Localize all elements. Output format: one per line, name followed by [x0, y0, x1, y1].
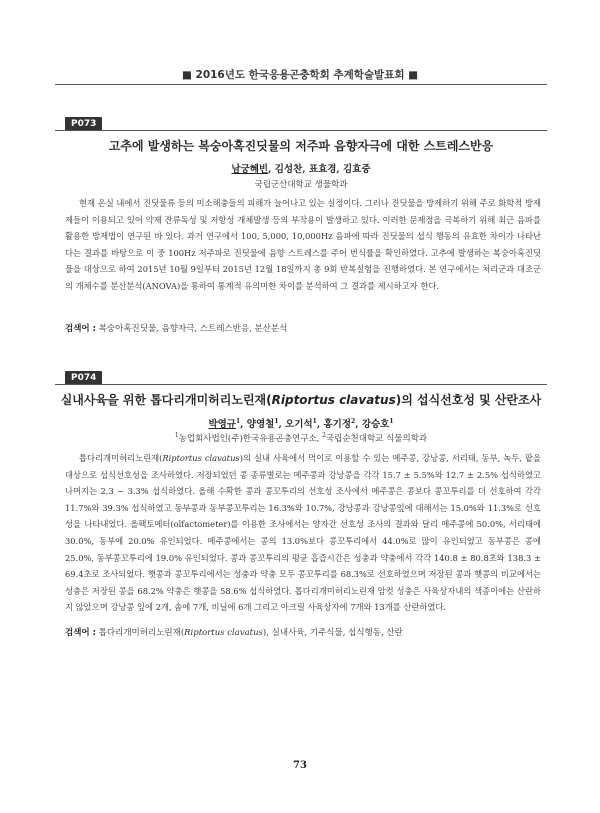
- keywords-text: 복숭아혹진딧물, 음향자극, 스트레스반응, 분산분석: [96, 324, 288, 334]
- abstract-code-badge-p074: P074: [65, 371, 102, 385]
- author-sup: 1: [312, 417, 317, 425]
- conference-header: ■ 2016년도 한국응용곤충학회 추계학술발표회 ■: [181, 69, 419, 81]
- abstract-body-p074: [65, 450, 541, 616]
- keywords-text: ), 실내사육, 기주식물, 섭식행동, 산란: [262, 628, 403, 638]
- keywords-label: 검색어 :: [65, 628, 96, 638]
- affil-text: 국립순천대학교 식물의학과: [325, 434, 428, 444]
- author-sup: 1: [274, 417, 279, 425]
- section-rule-p074: [55, 384, 547, 385]
- affil-sup: 1: [174, 432, 179, 440]
- section-rule-p073: [55, 130, 547, 131]
- species-name-italic: Riptortus clavatus: [184, 628, 263, 638]
- keywords-label: 검색어 :: [65, 324, 96, 334]
- affil-sup: 2: [322, 432, 326, 440]
- affiliation-p073: 국립군산대학교 생물학과: [254, 180, 348, 190]
- abstract-code-badge-p073: P073: [65, 117, 102, 131]
- keywords-p074: [65, 626, 541, 638]
- co-author: , 양영철: [240, 419, 275, 430]
- abstract-body-p073: 현재 온실 내에서 진딧물류 등의 미소해충들의 피해가 늘어나고 있는 실정이다. 그러나 진딧물을 방제하기 위해 주로 화학적 방제제들이 이용되고 있어 약제 잔류독성 및 저항성 개체발생 등의 부작용이 발생하고 있다. 이러한 문제점을 극복하기 위해 최근 음파를 활용한 방제법이 연구된 바 있다. 과거 연구에서 100, 5,000, 10,000Hz 음파에 따라 진딧물의 섭식 행동의 유효한 차이가 나타난다는 결과를 바탕으로 이 중 100Hz 저주파로 진딧물에 음향 스트레스를 주어 번식률을 확인하였다. 고추에 발생하는 복숭아혹진딧물을 대상으로 하여 2015년 10월 9일부터 2015년 12월 18일까지 총 9회 반복실험을 진행하였다. 본 연구에서는 처리군과 대조군의 개체수를 분산분석(ANOVA)을 통하여 통계적 유의미한 차이를 분석하여 그 결과를 제시하고자 한다.: [65, 198, 541, 291]
- abstract-title-p074: [55, 391, 547, 408]
- title-part: 실내사육을 위한 톱다리개미허리노린재(: [60, 393, 272, 407]
- page-number: 73: [293, 760, 307, 771]
- authors-p073: [55, 161, 547, 175]
- co-author: , 오기석: [278, 419, 313, 430]
- abstract-text: )의 실내 사육에서 먹이로 이용할 수 있는 메주콩, 강낭콩, 서리태, 동부, 녹두, 팥을 대상으로 섭식선호성을 조사하였다. 저장되었던 콩 종류별로는 메주콩과 강낭콩을 각각 15.7 ± 5.5%와 12.7 ± 2.5% 섭식하였고 나머지는 2.3 ~ 3.3% 섭식하였다. 올해 수확한 콩과 콩꼬투리의 선호성 조사에서 메주콩은 콩보다 콩꼬투리를 더 선호하여 각각 11.7%와 39.3% 섭식하였고 동부콩과 동부콩꼬투리는 16.3%와 10.7%, 강낭콩과 강낭콩잎에 대해서는 15.0%와 11.3%로 선호성을 나타내었다. 올팩토메터(olfactometer)를 이용한 조사에서는 양자간 선호성 조사의 결과와 달리 메주콩에 50.0%, 서리태에 30.0%, 동부에 20.0% 유인되었다. 메주콩에서는 콩의 13.0%보다 콩꼬투리에서 44.0%로 많이 유인되었고 동부콩은 콩에 25.0%, 동부콩꼬투리에 19.0% 유인되었다. 콩과 콩꼬투리의 평균 흡즙시간은 성충과 약충에서 각각 140.8 ± 80.8초와 138.3 ± 69.4초로 조사되었다. 햇콩과 콩꼬투리에서는 성충과 약충 모두 콩꼬투리를 68.3%로 선호하였으며 저장된 콩과 햇콩의 비교에서는 성충은 저장된 콩을 68.2% 약충은 햇콩을 58.6% 섭식하였다. 톱다리개미허리노린재 암컷 성충은 사육상자내의 색종이에는 산란하지 않았으며 강낭콩 잎에 2개, 솜에 7개, 비닐에 6개 그리고 아크릴 사육상자에 7개와 13개를 산란하였다.: [65, 453, 541, 613]
- co-authors: , 김성찬, 표효경, 김효중: [268, 164, 371, 175]
- title-part: )의 섭식선호성 및 산란조사: [395, 393, 542, 407]
- abstract-text: 톱다리개미허리노린재(: [79, 453, 163, 463]
- abstract-title-p073: 고추에 발생하는 복숭아혹진딧물의 저주파 음향자극에 대한 스트레스반응: [108, 139, 494, 153]
- presenting-author: 남궁혜빈: [231, 164, 269, 175]
- co-author: , 홍기정: [316, 419, 352, 430]
- species-name-italic: Riptortus clavatus: [162, 453, 240, 463]
- presenting-author: 박영규: [208, 419, 236, 430]
- authors-p074: [55, 416, 547, 430]
- co-author: , 강승호: [355, 419, 390, 430]
- author-sup: 1: [235, 417, 241, 425]
- author-sup: 1: [389, 417, 394, 425]
- affiliation-p074: [55, 432, 547, 444]
- affil-text: 농업회사법인(주)한국유용곤충연구소,: [178, 434, 323, 444]
- species-name-italic: Riptortus clavatus: [271, 393, 396, 407]
- keywords-p073: [65, 322, 541, 334]
- keywords-text: 톱다리개미허리노린재(: [96, 628, 185, 638]
- author-sup: 2: [351, 417, 356, 425]
- header-rule: [55, 84, 547, 85]
